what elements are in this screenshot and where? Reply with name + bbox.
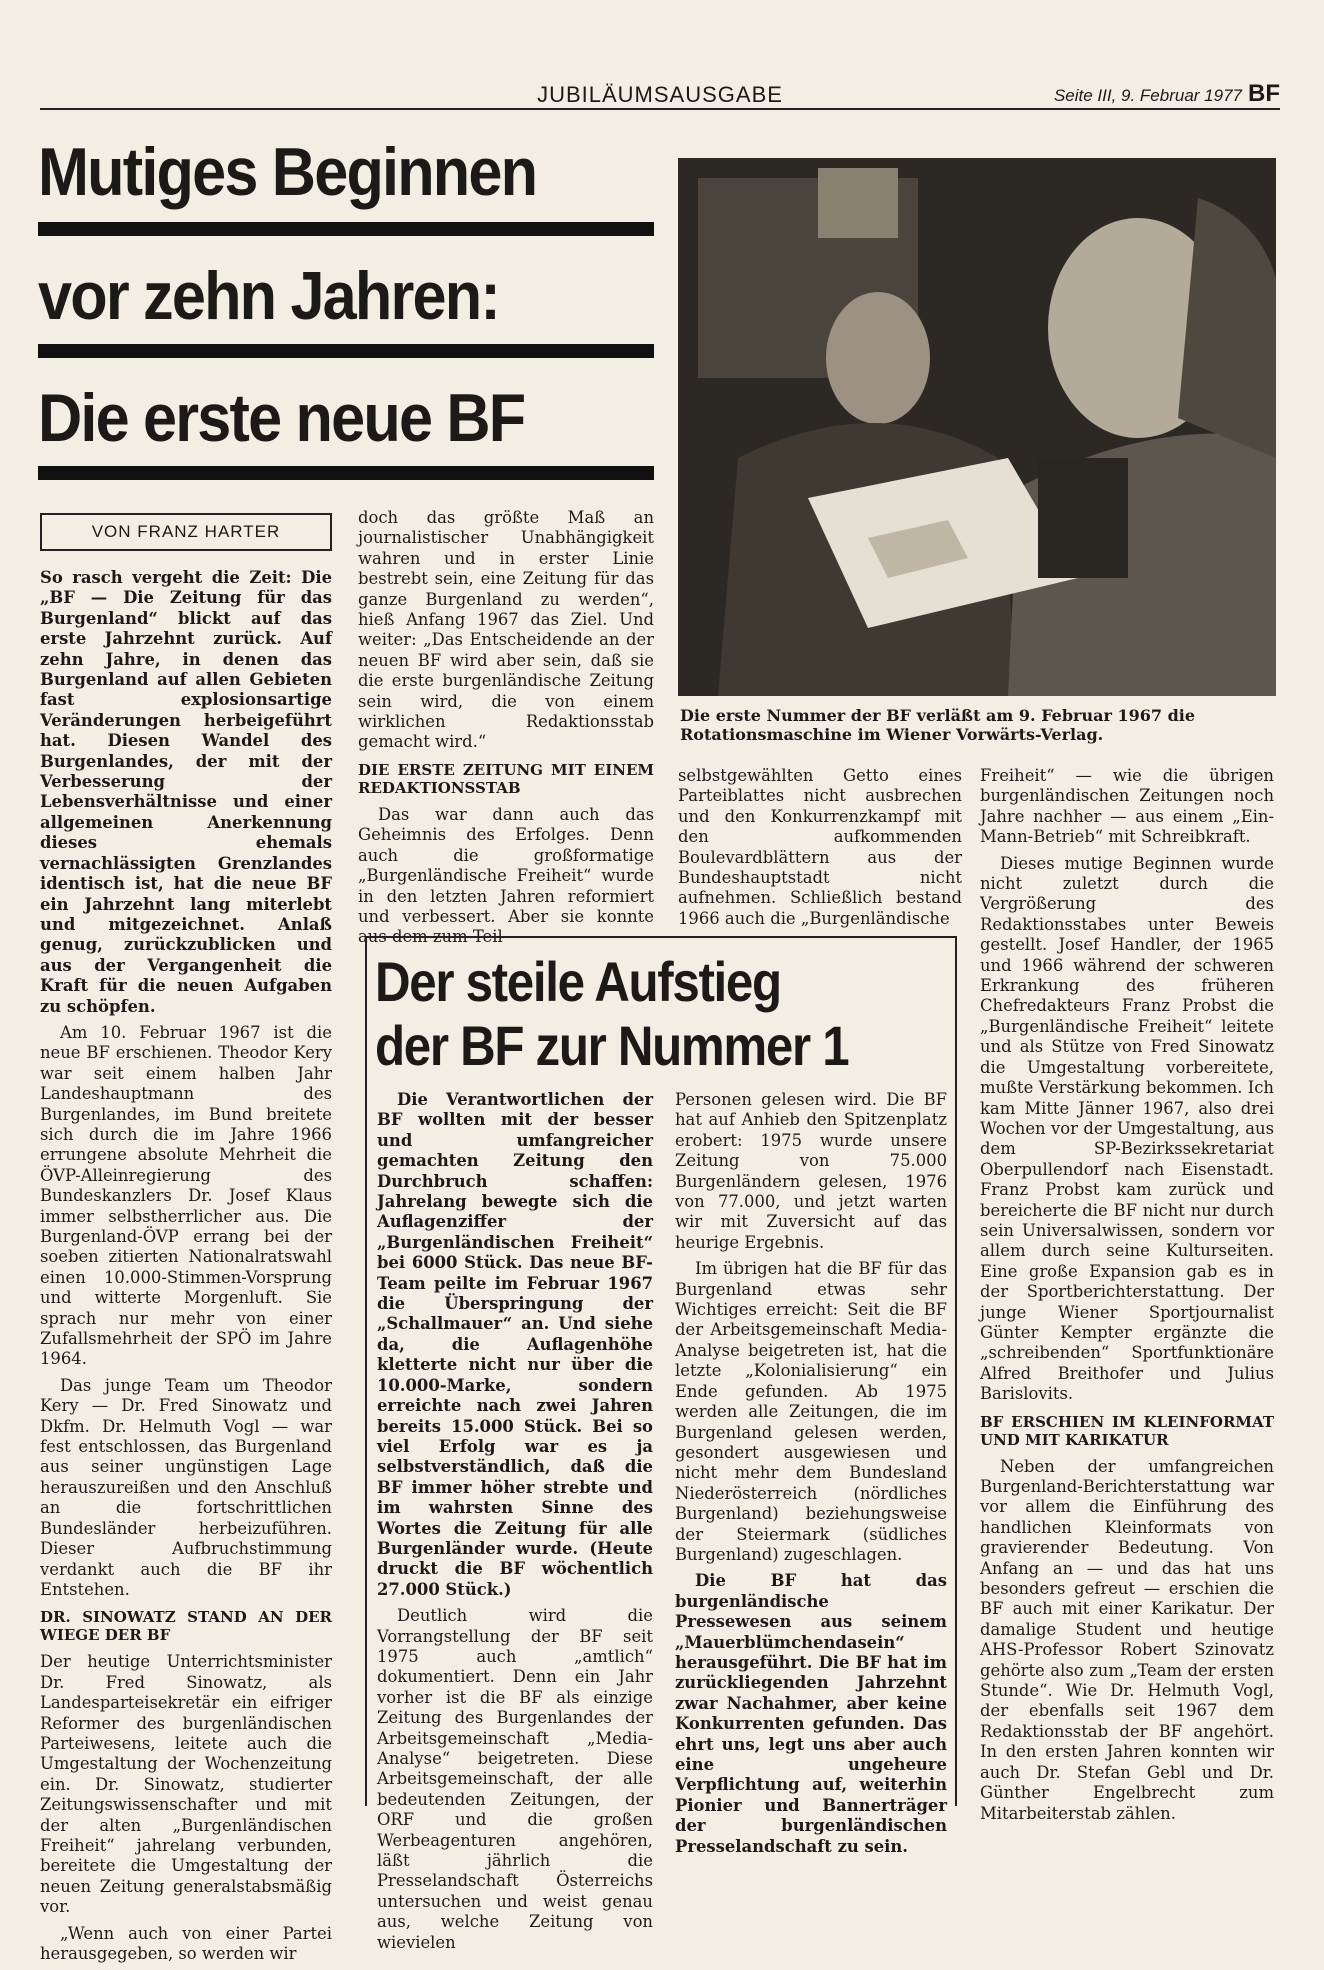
page-date: Seite III, 9. Februar 1977: [1053, 86, 1242, 105]
headline-rule: [38, 222, 654, 236]
paragraph: Deutlich wird die Vorrangstellung der BF seit 1975 auch „amtlich“ dokumentiert. Denn ein Jahr vorher ist die BF als einzige Zeitung des Burgenlandes der Arbeitsgemeinschaft „Media-Analyse“ beigetreten. Diese Arbeitsgemeinschaft, der alle bedeutenden Zeitungen, der ORF und die großen Werbeagenturen angehören, läßt jährlich die Presselandschaft Österreichs untersuchen und weist genau aus, welche Zeitung von wievielen: [377, 1606, 653, 1952]
box-headline-line-1: Der steile Aufstieg: [375, 950, 781, 1013]
headline-rule: [38, 466, 654, 480]
box-column-right: [675, 1090, 947, 1863]
paragraph: Im übrigen hat die BF für das Burgenland etwas sehr Wichtiges erreicht: Seit die BF der Arbeitsgemeinschaft Media-Analyse beigetreten ist, hat die letzte „Kolonialisierung“ ein Ende gefunden. Ab 1975 werden alle Zeitungen, die im Burgenland gelesen werden, gesondert ausgewiesen und nicht mehr dem Bundesland Niederösterreich (nördliches Burgenland) beziehungsweise der Steiermark (südliches Burgenland) zugeschlagen.: [675, 1259, 947, 1564]
box-headline-line-2: der BF zur Nummer 1: [375, 1014, 849, 1077]
photo-illustration: [678, 158, 1276, 696]
paragraph: Das junge Team um Theodor Kery — Dr. Fred Sinowatz und Dkfm. Dr. Helmuth Vogl — war fest entschlossen, das Burgenland aus seiner ungünstigen Lage herauszureißen und den Anschluß an die fortschrittlichen Bundesländer herbeizuführen. Dieser Aufbruchstimmung verdankt auch die BF ihr Entstehen.: [40, 1375, 332, 1599]
box-column-left: [377, 1090, 653, 1959]
boxed-article: [365, 936, 957, 1952]
section-title: JUBILÄUMSAUSGABE: [537, 82, 783, 107]
logo: BF: [1248, 80, 1280, 107]
headline-line-3: Die erste neue BF: [38, 380, 525, 456]
headline-line-1: Mutiges Beginnen: [38, 134, 537, 210]
paragraph: Die BF hat das burgenländische Pressewesen aus seinem „Mauerblümchendasein“ herausgeführt. Die BF hat im zurückliegenden Jahrzehnt zwar Nachahmer, aber keine Konkurrenten gefunden. Das ehrt uns, legt uns aber auch eine ungeheure Verpflichtung auf, weiterhin Pionier und Bannerträger der burgenländischen Presselandschaft zu sein.: [675, 1571, 947, 1856]
press-photo: [678, 158, 1276, 696]
paragraph: „Wenn auch von einer Partei herausgegeben, so werden wir: [40, 1923, 332, 1963]
paragraph: selbstgewählten Getto eines Parteiblattes nicht ausbrechen und den Konkurrenzkampf mit den aufkommenden Boulevardblättern aus der Bundeshauptstadt nicht aufnehmen. Schließlich bestand 1966 auch die „Burgenländische: [678, 766, 962, 928]
box-lead-paragraph: Die Verantwortlichen der BF wollten mit der besser und umfangreicher gemachten Zeitung den Durchbruch schaffen: Jahrelang bewegte sich die Auflagenziffer der „Burgenländischen Freiheit“ bei 6000 Stück. Das neue BF-Team peilte im Februar 1967 die Überspringung der „Schallmauer“ an. Und siehe da, die Auflagenhöhe kletterte nicht nur über die 10.000-Marke, sondern erreichte nach zwei Jahren bereits 15.000 Stück. Bei so viel Erfolg war es ja selbstverständlich, daß die BF immer höher strebte und im wahrsten Sinne des Wortes die Zeitung für alle Burgenländer wurde. (Heute druckt die BF wöchentlich 27.000 Stück.): [377, 1090, 653, 1599]
paragraph: Das war dann auch das Geheimnis des Erfolges. Denn auch die großformatige „Burgenländische Freiheit“ wurde in den letzten Jahren reformiert und verbessert. Aber sie konnte aus dem zum Teil: [358, 804, 654, 947]
paragraph: doch das größte Maß an journalistischer Unabhängigkeit wahren und in erster Linie bestrebt sein, eine Zeitung für das ganze Burgenland zu werden“, hieß Anfang 1967 das Ziel. Und weiter: „Das Entscheidende an der neuen BF wird aber sein, daß sie die erste burgenländische Zeitung sein wird, die von einem wirklichen Redaktionsstab gemacht wird.“: [358, 508, 654, 752]
column-2: [358, 508, 654, 954]
box-headline: [375, 950, 955, 1077]
paragraph: Personen gelesen wird. Die BF hat auf Anhieb den Spitzenplatz erobert: 1975 wurde unsere Zeitung von 75.000 Burgenländern gelesen, 1976 von 77.000, und jetzt warten wir mit Zuversicht auf das heurige Ergebnis.: [675, 1090, 947, 1252]
headline: [38, 134, 658, 480]
paragraph: Freiheit“ — wie die übrigen burgenländischen Zeitungen noch Jahre nachher — aus einem „Ein-Mann-Betrieb“ mit Schreibkraft.: [980, 766, 1274, 847]
column-1: [40, 568, 332, 1970]
column-4: [980, 766, 1274, 1830]
paragraph: Dieses mutige Beginnen wurde nicht zuletzt durch die Vergrößerung des Redaktionsstabes unter Beweis gestellt. Josef Handler, der 1965 und 1966 während der schweren Erkrankung des früheren Chefredakteurs Franz Probst die „Burgenländische Freiheit“ leitete und als Stütze von Fred Sinowatz die Umgestaltung vorbereitete, mußte Verstärkung bekommen. Ich kam Mitte Jänner 1967, also drei Wochen vor der Umgestaltung, aus dem SP-Bezirkssekretariat Oberpullendorf nach Eisenstadt. Franz Probst kam zurück und bereicherte die BF nicht nur durch sein Universalwissen, sondern vor allem durch seine Kulturseiten. Eine große Expansion gab es in der Sportberichterstattung. Der junge Wiener Sportjournalist Günter Kempter ergänzte die „schreibenden“ Sportfunktionäre Alfred Breithofer und Julius Barislovits.: [980, 853, 1274, 1404]
column-3: [678, 766, 962, 935]
paragraph: Der heutige Unterrichtsminister Dr. Fred Sinowatz, als Landesparteisekretär ein eifriger Reformer des burgenländischen Parteiwesens, leitete auch die Umgestaltung der Wochenzeitung ein. Dr. Sinowatz, studierter Zeitungswissenschafter und mit der alten „Burgenländischen Freiheit“ jahrelang verbunden, bereitete die Umgestaltung der neuen Zeitung generalstabsmäßig vor.: [40, 1652, 332, 1917]
headline-line-2: vor zehn Jahren:: [38, 258, 499, 334]
lead-paragraph: So rasch vergeht die Zeit: Die „BF — Die Zeitung für das Burgenland“ blickt auf das erste Jahrzehnt zurück. Auf zehn Jahre, in denen das Burgenland auf allen Gebieten fast explosionsartige Veränderungen herbeigeführt hat. Diesen Wandel des Burgenlandes, der mit der Verbesserung der Lebensverhältnisse und einer allgemeinen Anerkennung dieses ehemals vernachlässigten Grenzlandes identisch ist, hat die neue BF ein Jahrzehnt lang miterlebt und mitgezeichnet. Anlaß genug, zurückzublicken und aus der Vergangenheit die Kraft für die neuen Aufgaben zu schöpfen.: [40, 568, 332, 1016]
masthead: [40, 78, 1280, 110]
paragraph: Neben der umfangreichen Burgenland-Berichterstattung war vor allem die Einführung des handlichen Kleinformats von gravierender Bedeutung. Von Anfang an — und das hat uns besonders gefreut — erschien die BF auch mit einer Karikatur. Der damalige Student und heutige AHS-Professor Robert Szinovatz gehörte also zum „Team der ersten Stunde“. Wie Dr. Helmuth Vogl, der ebenfalls seit 1967 dem Redaktionsstab der BF angehört. In den ersten Jahren konnten wir auch Dr. Stefan Gebl und Dr. Günther Engelbrecht zum Mitarbeiterstab zählen.: [980, 1456, 1274, 1823]
headline-rule: [38, 344, 654, 358]
subheading: BF ERSCHIEN IM KLEINFORMAT UND MIT KARIKATUR: [980, 1412, 1274, 1449]
subheading: DR. SINOWATZ STAND AN DER WIEGE DER BF: [40, 1608, 332, 1645]
photo-caption: Die erste Nummer der BF verläßt am 9. Februar 1967 die Rotationsmaschine im Wiener Vorwärts-Verlag.: [680, 706, 1196, 744]
page-info: [1054, 80, 1280, 108]
paragraph: Am 10. Februar 1967 ist die neue BF erschienen. Theodor Kery war seit einem halben Jahr Landeshauptmann des Burgenlandes, im Bund breitete sich durch die im Jahre 1966 errungene absolute Mehrheit die ÖVP-Alleinregierung des Bundeskanzlers Dr. Josef Klaus immer selbstherrlicher aus. Die Burgenland-ÖVP errang bei der soeben zitierten Nationalratswahl einen 10.000-Stimmen-Vorsprung und witterte Morgenluft. Sie sprach nur mehr von einer Zufallsmehrheit der SPÖ im Jahre 1964.: [40, 1022, 332, 1369]
byline: VON FRANZ HARTER: [40, 513, 332, 551]
subheading: DIE ERSTE ZEITUNG MIT EINEM REDAKTIONSSTAB: [358, 760, 654, 797]
